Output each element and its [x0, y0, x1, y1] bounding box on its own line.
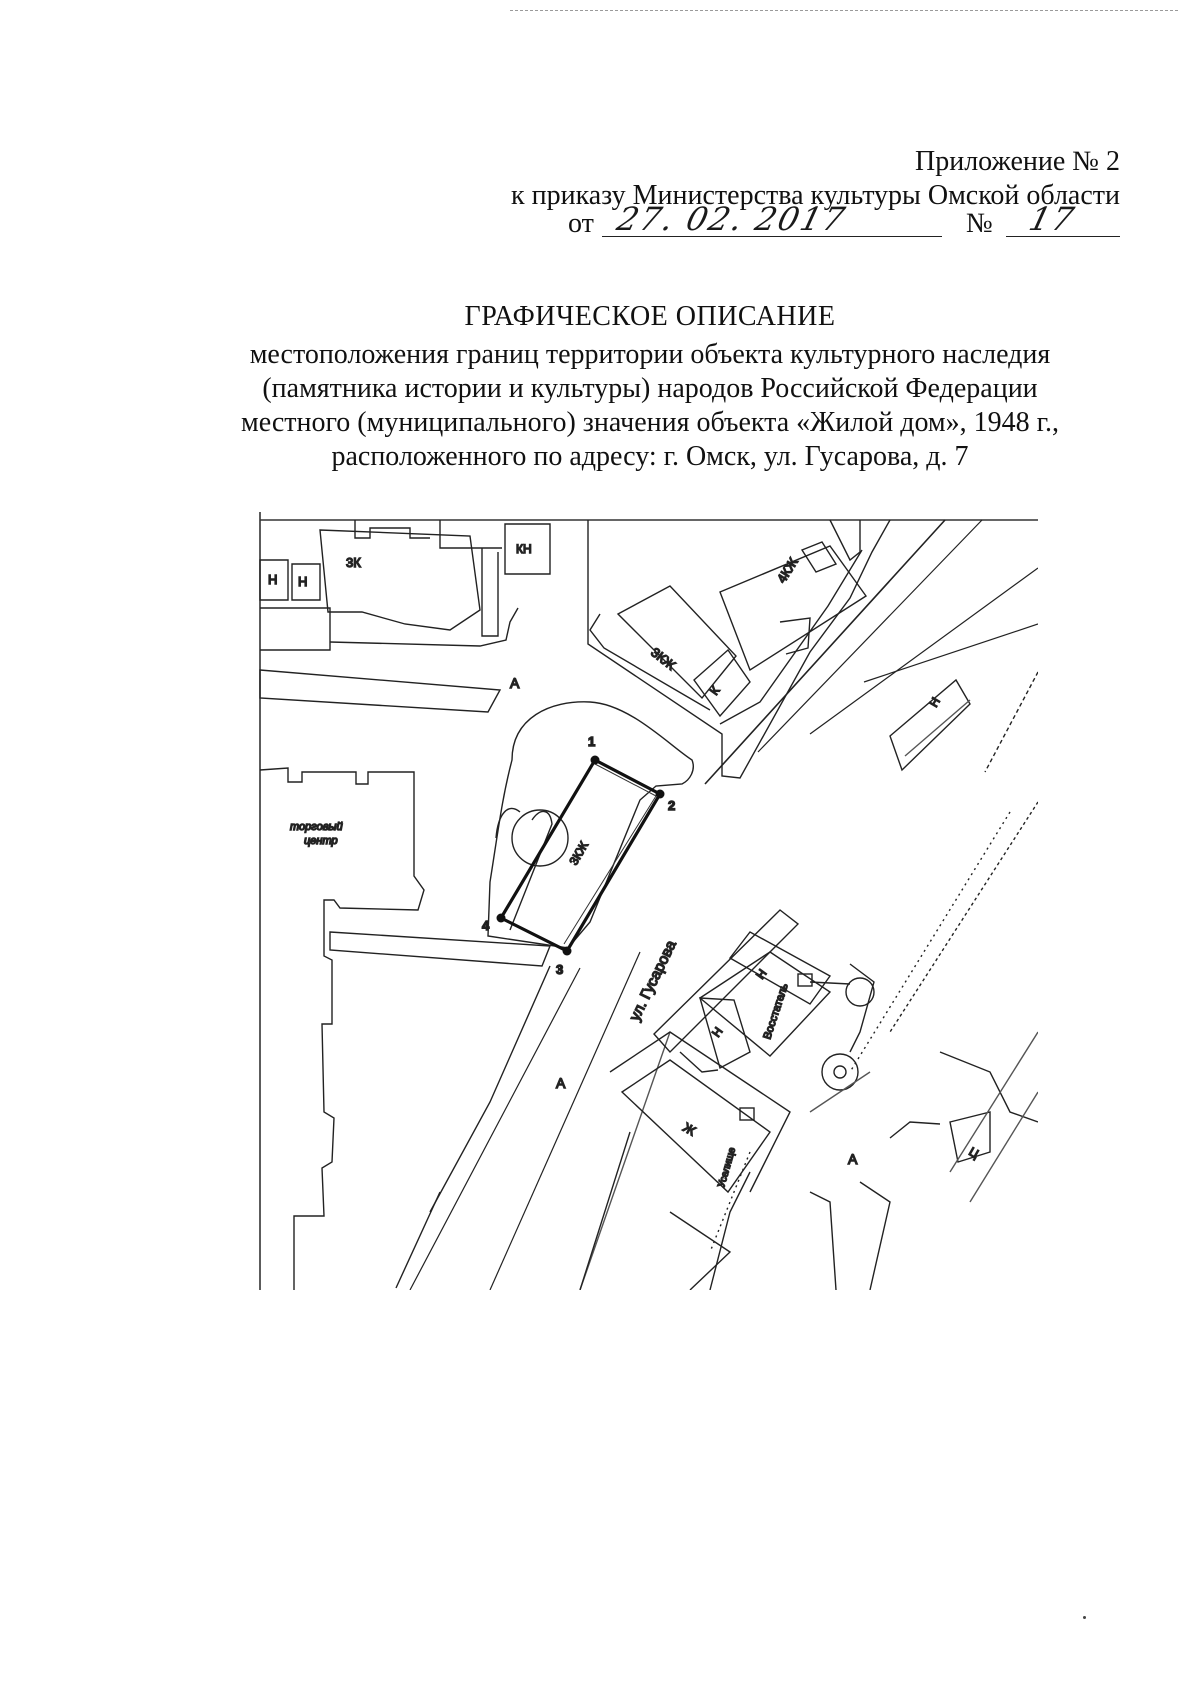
point-label-2: 2 [668, 798, 676, 813]
building-n-right [890, 680, 970, 770]
site-map [250, 512, 1038, 1290]
site-map-svg [250, 512, 1038, 1290]
area-label-top: А [510, 675, 520, 691]
handwritten-date: 27. 02. 2017 [613, 200, 851, 238]
order-date-line [568, 200, 1120, 246]
area-label-bottom: А [556, 1075, 566, 1091]
boundary-point-3 [563, 947, 572, 956]
label-c: Ц [966, 1144, 982, 1162]
label-trade-center-1: торговый [290, 821, 343, 833]
label-kn: КН [516, 542, 532, 556]
point-label-4: 4 [482, 918, 490, 933]
label-n2: Н [298, 574, 308, 589]
label-object-3kzh: 3КЖ [566, 839, 591, 868]
order-reference: к приказу Министерства культуры Омской области [511, 180, 1120, 211]
label-3kzh-top: 3КЖ [648, 644, 679, 673]
label-4kzh: 4КЖ [773, 554, 801, 586]
title-line-3: местного (муниципального) значения объекта «Жилой дом», 1948 г., [241, 407, 1059, 438]
label-trade-center-2: центр [304, 835, 338, 847]
appendix-number: Приложение № 2 [915, 146, 1120, 177]
title-block [200, 300, 1100, 474]
scan-edge-line [510, 10, 1178, 11]
building-3k [320, 530, 480, 630]
label-n1: Н [268, 572, 278, 587]
label-street-gusarova: ул. Гусарова [626, 937, 680, 1024]
document-title: ГРАФИЧЕСКОЕ ОПИСАНИЕ [464, 301, 836, 332]
round-marker-top [846, 978, 874, 1006]
label-zk: 3К [346, 555, 361, 570]
boundary-point-2 [656, 790, 665, 799]
title-line-4: расположенного по адресу: г. Омск, ул. Гусарова, д. 7 [331, 441, 969, 472]
label-bottom-vertical: Уселище [716, 1146, 739, 1189]
scan-speck [1083, 1616, 1086, 1619]
label-shop: Восстатель [761, 981, 791, 1041]
label-n-center2: Н [709, 1024, 726, 1040]
building-3kzh-top [618, 586, 736, 698]
boundary-point-1 [591, 756, 600, 765]
round-marker [822, 1054, 858, 1090]
date-prefix: от [568, 208, 594, 239]
title-line-2: (памятника истории и культуры) народов Российской Федерации [262, 373, 1038, 404]
label-zh: Ж [680, 1119, 699, 1139]
boundary-point-4 [497, 914, 506, 923]
point-label-3: 3 [556, 962, 564, 977]
label-n-right: Н [926, 694, 943, 710]
label-n-center1: Н [753, 966, 770, 982]
label-k: К [707, 683, 723, 698]
point-label-1: 1 [588, 734, 596, 749]
area-label-right: А [848, 1151, 858, 1167]
number-prefix: № [966, 208, 993, 239]
title-line-1: местоположения границ территории объекта культурного наследия [249, 339, 1051, 370]
trade-center-building [260, 768, 424, 1290]
handwritten-number: 17 [1025, 200, 1080, 238]
